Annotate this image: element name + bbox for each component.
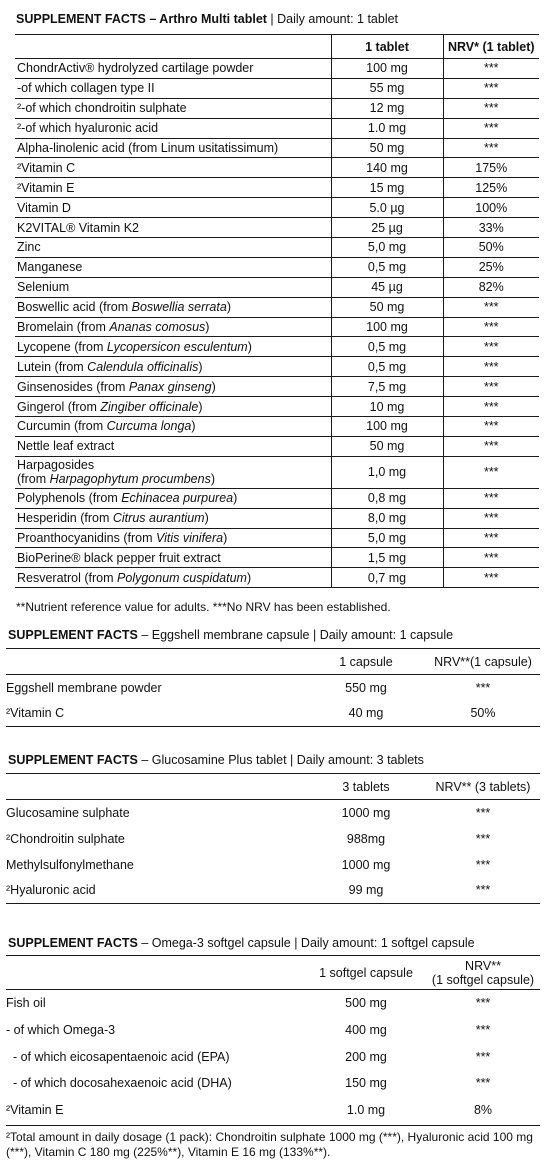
nutrient-nrv: 175% xyxy=(443,158,539,178)
header-nutrient xyxy=(15,35,331,59)
nutrient-name: - of which Omega-3 xyxy=(6,1022,116,1037)
nutrient-name: Nettle leaf extract xyxy=(15,436,331,456)
table-header-row xyxy=(6,649,540,675)
nutrient-amount: 1,5 mg xyxy=(331,548,443,568)
nutrient-nrv: *** xyxy=(443,417,539,437)
nutrient-amount: 1000 mg xyxy=(341,805,391,820)
header-nrv: NRV**(1 capsule) xyxy=(426,649,540,675)
header-amount: 1 tablet xyxy=(331,35,443,59)
nutrient-name: ²Chondroitin sulphate xyxy=(6,831,125,846)
table-row xyxy=(6,1096,540,1126)
nutrient-name: Ginsenosides (from Panax ginseng) xyxy=(15,377,331,397)
table-row xyxy=(15,178,539,198)
table-row xyxy=(6,878,540,904)
nutrient-amount: 100 mg xyxy=(331,59,443,79)
nutrient-name: Lycopene (from Lycopersicon esculentum) xyxy=(15,337,331,357)
table-row xyxy=(6,701,540,727)
nutrient-name: Selenium xyxy=(15,277,331,297)
nutrient-name: ²-of which chondroitin sulphate xyxy=(15,98,331,118)
nutrient-nrv: *** xyxy=(475,857,491,872)
header-nrv xyxy=(426,956,540,990)
nutrient-amount: 150 mg xyxy=(345,1075,387,1090)
nutrient-amount: 5,0 mg xyxy=(331,238,443,258)
nutrient-amount: 25 µg xyxy=(331,218,443,238)
table-row xyxy=(15,357,539,377)
table-row xyxy=(15,138,539,158)
table-row xyxy=(15,508,539,528)
table-row xyxy=(15,548,539,568)
omega-heading xyxy=(8,936,475,950)
table-row xyxy=(6,990,540,1016)
nutrient-name: -of which collagen type II xyxy=(15,78,331,98)
table-row xyxy=(6,1070,540,1096)
nutrient-amount: 550 mg xyxy=(345,680,387,695)
nutrient-nrv: 25% xyxy=(443,257,539,277)
header-nrv-line2: (1 softgel capsule) xyxy=(431,972,535,987)
arthro-heading xyxy=(16,12,398,26)
table-row xyxy=(15,456,539,488)
table-row xyxy=(6,1016,540,1044)
nutrient-nrv: *** xyxy=(443,568,539,588)
nutrient-nrv: *** xyxy=(443,357,539,377)
nutrient-nrv: *** xyxy=(443,98,539,118)
header-amount: 1 capsule xyxy=(306,649,426,675)
nutrient-nrv: 8% xyxy=(426,1096,540,1126)
nutrient-amount: 45 µg xyxy=(331,277,443,297)
nutrient-nrv: *** xyxy=(443,59,539,79)
nutrient-amount: 100 mg xyxy=(331,417,443,437)
glucosamine-heading xyxy=(8,753,424,767)
nutrient-nrv: *** xyxy=(443,337,539,357)
nutrient-amount: 0,5 mg xyxy=(331,357,443,377)
nutrient-name: Hesperidin (from Citrus aurantium) xyxy=(15,508,331,528)
nutrient-nrv: *** xyxy=(443,78,539,98)
table-row xyxy=(15,377,539,397)
nutrient-name: Glucosamine sulphate xyxy=(6,805,130,820)
header-nrv: NRV** (3 tablets) xyxy=(426,774,540,800)
table-row xyxy=(15,158,539,178)
nutrient-amount: 55 mg xyxy=(331,78,443,98)
nutrient-name: Manganese xyxy=(15,257,331,277)
table-row xyxy=(15,78,539,98)
nutrient-name-line2: (from Harpagophytum procumbens) xyxy=(17,472,216,487)
table-row xyxy=(15,238,539,258)
header-nutrient xyxy=(6,956,306,990)
table-row xyxy=(15,297,539,317)
glucosamine-daily-amount: – Glucosamine Plus tablet | Daily amount: 3 tablets xyxy=(137,753,424,767)
nutrient-amount: 15 mg xyxy=(331,178,443,198)
table-row xyxy=(6,675,540,701)
header-amount: 1 softgel capsule xyxy=(306,956,426,990)
omega-daily-amount: – Omega-3 softgel capsule | Daily amount: 1 softgel capsule xyxy=(137,936,475,950)
nutrient-nrv: *** xyxy=(475,1075,491,1090)
table-row xyxy=(6,1044,540,1070)
omega-title: SUPPLEMENT FACTS xyxy=(8,936,138,950)
nutrient-amount: 1.0 mg xyxy=(306,1096,426,1126)
nutrient-nrv: 50% xyxy=(426,701,540,727)
nutrient-name: Resveratrol (from Polygonum cuspidatum) xyxy=(15,568,331,588)
nutrient-nrv: *** xyxy=(443,377,539,397)
table-row xyxy=(15,337,539,357)
nutrient-name: Zinc xyxy=(15,238,331,258)
nutrient-name: - of which docosahexaenoic acid (DHA) xyxy=(6,1075,232,1090)
table-row xyxy=(15,218,539,238)
nutrient-nrv: *** xyxy=(443,138,539,158)
header-nutrient xyxy=(6,774,306,800)
nutrient-name: Gingerol (from Zingiber officinale) xyxy=(15,397,331,417)
nutrient-amount: 988mg xyxy=(346,831,386,846)
nutrient-nrv: *** xyxy=(475,805,491,820)
table-row xyxy=(15,528,539,548)
nutrient-name: Methylsulfonylmethane xyxy=(6,857,134,872)
nutrient-nrv: *** xyxy=(443,508,539,528)
nutrient-amount: 100 mg xyxy=(331,317,443,337)
omega-table xyxy=(6,955,540,1126)
nutrient-name-line1: Harpagosides xyxy=(17,458,95,473)
nutrient-nrv: *** xyxy=(475,680,491,695)
table-row xyxy=(15,568,539,588)
header-amount: 3 tablets xyxy=(306,774,426,800)
table-row xyxy=(15,198,539,218)
nutrient-name: Curcumin (from Curcuma longa) xyxy=(15,417,331,437)
nutrient-name: Polyphenols (from Echinacea purpurea) xyxy=(15,488,331,508)
nutrient-name: ²Vitamin E xyxy=(15,178,331,198)
header-nrv-line1: NRV** xyxy=(465,958,501,973)
eggshell-table xyxy=(6,648,540,727)
header-nutrient xyxy=(6,649,306,675)
nutrient-amount: 140 mg xyxy=(331,158,443,178)
nutrient-name: K2VITAL® Vitamin K2 xyxy=(15,218,331,238)
nutrient-amount: 0,5 mg xyxy=(331,257,443,277)
nutrient-nrv: *** xyxy=(443,397,539,417)
nutrient-name: ²-of which hyaluronic acid xyxy=(15,118,331,138)
nutrient-nrv: *** xyxy=(475,995,491,1010)
nutrient-amount: 8,0 mg xyxy=(331,508,443,528)
dosage-footnote: ²Total amount in daily dosage (1 pack): Chondroitin sulphate 1000 mg (***), Hyaluronic acid 100 mg (***), Vitamin C 180 mg (225%**), Vitamin E 16 mg (133%**). xyxy=(6,1130,533,1159)
nutrient-amount: 500 mg xyxy=(345,995,387,1010)
table-row xyxy=(15,397,539,417)
table-row xyxy=(15,277,539,297)
nrv-note: **Nutrient reference value for adults. ***No NRV has been established. xyxy=(16,600,391,614)
nutrient-nrv: *** xyxy=(426,878,540,904)
nutrient-nrv: *** xyxy=(443,118,539,138)
nutrient-nrv: *** xyxy=(443,297,539,317)
nutrient-nrv: *** xyxy=(443,436,539,456)
nutrient-name: Eggshell membrane powder xyxy=(6,680,162,695)
nutrient-amount: 50 mg xyxy=(331,297,443,317)
nutrient-name: ChondrActiv® hydrolyzed cartilage powder xyxy=(15,59,331,79)
nutrient-amount: 0,5 mg xyxy=(331,337,443,357)
table-row xyxy=(6,852,540,878)
nutrient-name: ²Vitamin E xyxy=(6,1096,306,1126)
nutrient-name: ²Hyaluronic acid xyxy=(6,878,306,904)
nutrient-name: Bromelain (from Ananas comosus) xyxy=(15,317,331,337)
nutrient-amount: 1000 mg xyxy=(341,857,391,872)
nutrient-name: ²Vitamin C xyxy=(15,158,331,178)
glucosamine-title: SUPPLEMENT FACTS xyxy=(8,753,138,767)
nutrient-name: - of which eicosapentaenoic acid (EPA) xyxy=(6,1049,230,1064)
nutrient-amount: 400 mg xyxy=(345,1022,387,1037)
nutrient-amount: 5,0 mg xyxy=(331,528,443,548)
table-row xyxy=(15,417,539,437)
nutrient-nrv: *** xyxy=(475,1022,491,1037)
table-row xyxy=(15,257,539,277)
header-nrv: NRV* (1 tablet) xyxy=(443,35,539,59)
nutrient-name: ²Vitamin C xyxy=(6,701,306,727)
nutrient-nrv: 100% xyxy=(443,198,539,218)
nutrient-nrv: 50% xyxy=(443,238,539,258)
eggshell-daily-amount: – Eggshell membrane capsule | Daily amount: 1 capsule xyxy=(137,628,454,642)
nutrient-amount: 50 mg xyxy=(331,436,443,456)
nutrient-name: Boswellic acid (from Boswellia serrata) xyxy=(15,297,331,317)
nutrient-amount: 40 mg xyxy=(306,701,426,727)
nutrient-nrv: *** xyxy=(443,528,539,548)
nutrient-nrv: *** xyxy=(443,317,539,337)
nutrient-name: Alpha-linolenic acid (from Linum usitatissimum) xyxy=(15,138,331,158)
nutrient-name: Proanthocyanidins (from Vitis vinifera) xyxy=(15,528,331,548)
arthro-daily-amount: | Daily amount: 1 tablet xyxy=(266,12,399,26)
nutrient-name: Fish oil xyxy=(6,995,46,1010)
nutrient-amount: 12 mg xyxy=(331,98,443,118)
nutrient-nrv: 82% xyxy=(443,277,539,297)
nutrient-amount: 10 mg xyxy=(331,397,443,417)
nutrient-name: BioPerine® black pepper fruit extract xyxy=(15,548,331,568)
nutrient-amount: 1.0 mg xyxy=(331,118,443,138)
arthro-title: SUPPLEMENT FACTS – Arthro Multi tablet xyxy=(16,12,267,26)
table-row xyxy=(6,826,540,852)
nutrient-nrv: *** xyxy=(443,488,539,508)
nutrient-amount: 99 mg xyxy=(306,878,426,904)
nutrient-nrv: *** xyxy=(443,548,539,568)
nutrient-amount: 7,5 mg xyxy=(331,377,443,397)
table-header-row xyxy=(6,956,540,990)
table-row xyxy=(15,98,539,118)
nutrient-name xyxy=(15,456,331,488)
table-row xyxy=(15,317,539,337)
table-row xyxy=(15,59,539,79)
nutrient-nrv: *** xyxy=(443,456,539,488)
nutrient-amount: 5.0 µg xyxy=(331,198,443,218)
nutrient-name: Lutein (from Calendula officinalis) xyxy=(15,357,331,377)
nutrient-name: Vitamin D xyxy=(15,198,331,218)
glucosamine-table xyxy=(6,773,540,904)
table-header-row xyxy=(15,35,539,59)
eggshell-title: SUPPLEMENT FACTS xyxy=(8,628,138,642)
nutrient-nrv: 33% xyxy=(443,218,539,238)
nutrient-amount: 50 mg xyxy=(331,138,443,158)
table-row xyxy=(15,436,539,456)
nutrient-nrv: *** xyxy=(475,1049,491,1064)
table-row xyxy=(6,800,540,826)
arthro-table xyxy=(15,34,539,588)
nutrient-amount: 0,8 mg xyxy=(331,488,443,508)
nutrient-amount: 200 mg xyxy=(345,1049,387,1064)
nutrient-nrv: 125% xyxy=(443,178,539,198)
nutrient-nrv: *** xyxy=(475,831,491,846)
table-row xyxy=(15,118,539,138)
nutrient-amount: 1,0 mg xyxy=(331,456,443,488)
eggshell-heading xyxy=(8,628,453,642)
table-header-row xyxy=(6,774,540,800)
nutrient-amount: 0,7 mg xyxy=(331,568,443,588)
table-row xyxy=(15,488,539,508)
